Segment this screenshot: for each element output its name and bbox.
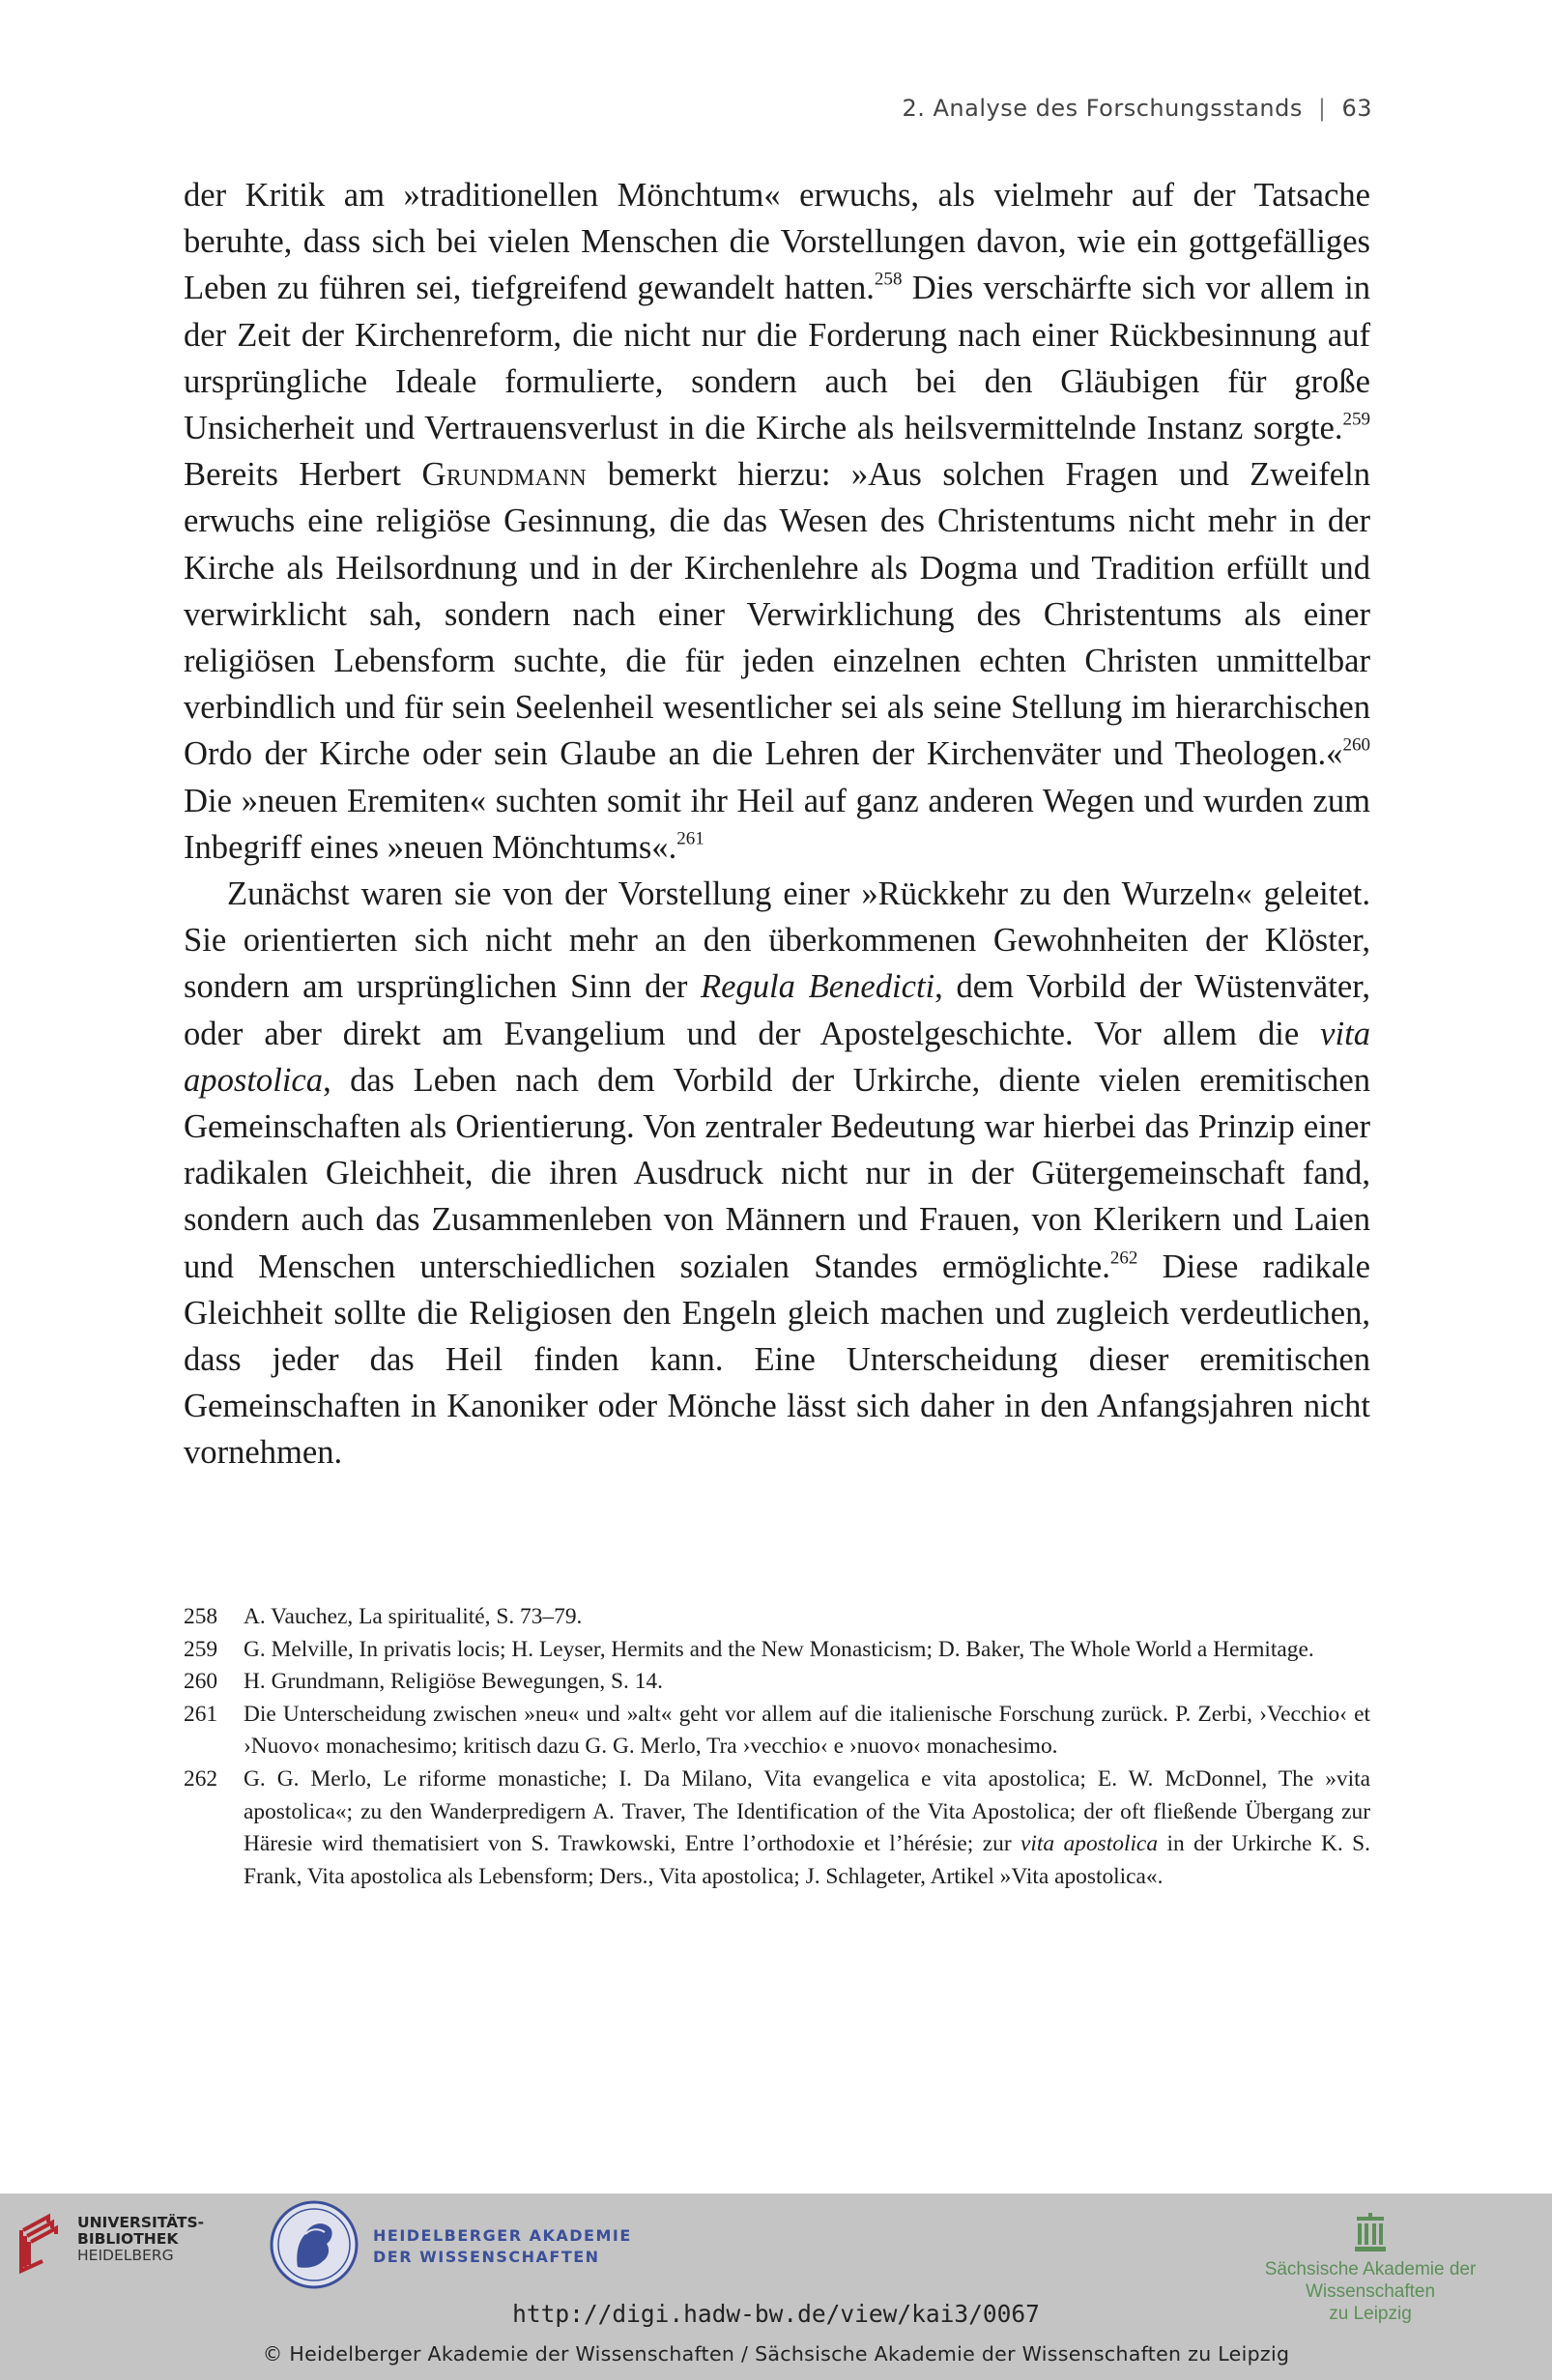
footnote-ref-261[interactable]: 261: [676, 828, 704, 849]
paragraph-2: [184, 871, 1370, 1477]
section-title: 2. Analyse des Forschungsstands: [902, 95, 1303, 122]
ub-line-1: UNIVERSITÄTS-: [77, 2214, 205, 2231]
text-run: Zunächst waren sie von der Vorstellung einer »Rückkehr zu den Wurzeln« geleitet. Sie orientierten sich nicht mehr an den überkommenen Gewohnheiten der Klöster, sondern am ursprünglichen Sinn der: [184, 875, 1370, 1006]
footnote-ref-260[interactable]: 260: [1342, 735, 1370, 757]
footnote-text: Die Unterscheidung zwischen »neu« und »alt« geht vor allem auf die italienische Forschung zurück. P. Zerbi, ›Vecchio‹ et ›Nuovo‹ monachesimo; kritisch dazu G. G. Merlo, Tra ›vecchio‹ e ›nuovo‹ monachesimo.: [244, 1701, 1370, 1760]
footnote-number: 262: [184, 1765, 218, 1792]
ub-heidelberg-emblem-icon: [15, 2211, 72, 2277]
footnote-number: 260: [184, 1669, 218, 1695]
ub-heidelberg-logo[interactable]: [15, 2211, 204, 2277]
footnote-260: [184, 1666, 1370, 1699]
text-run: der Kritik am »traditionellen Mönchtum« erwuchs, als vielmehr auf der Tatsache beruhte, dass sich bei vielen Menschen die Vorstellungen davon, wie ein gottgefälliges Leben zu führen sei, tiefgreifend gewandelt hatten.: [184, 177, 1370, 307]
saw-line-2: zu Leipzig: [1329, 2304, 1412, 2324]
ub-line-3: HEIDELBERG: [77, 2247, 174, 2264]
paragraph-1: [184, 172, 1370, 871]
athena-seal-icon: [269, 2199, 359, 2290]
copyright-notice: © Heidelberger Akademie der Wissenschaften / Sächsische Akademie der Wissenschaften zu Leipzig: [262, 2342, 1290, 2366]
text-run: , dem Vorbild der Wüstenväter, oder aber direkt am Evangelium und der Apostelgeschichte. Vor allem die: [184, 968, 1370, 1052]
footnote-text: A. Vauchez, La spiritualité, S. 73–79.: [244, 1604, 583, 1629]
footnotes: [184, 1601, 1370, 1893]
text-run: , das Leben nach dem Vorbild der Urkirche, diente vielen eremitischen Gemeinschaften als Orientierung. Von zentraler Bedeutung war hierbei das Prinzip einer radikalen Gleichheit, die ihren Ausdruck nicht nur in der Gütergemeinschaft fand, sondern auch das Zusammenleben von Männern und Frauen, von Klerikern und Laien und Menschen unterschiedlichen sozialen Standes ermöglichte.: [184, 1061, 1370, 1285]
footnote-ref-258[interactable]: 258: [874, 270, 903, 291]
header-separator: |: [1317, 95, 1327, 122]
text-run: Bereits Herbert: [184, 456, 422, 494]
footnote-ref-259[interactable]: 259: [1342, 409, 1370, 430]
page-number: 63: [1341, 95, 1372, 122]
text-run: G. G. Merlo, Le riforme monastiche; I. Da Milano, Vita evangelica e vita apostolica; E. W. McDonnel, The »vita apostolica«; zu den Wanderpredigern A. Traver, The Identification of the Vita Apostolica; der oft fließende Übergang zur Häresie wird thematisiert von S. Trawkowski, Entre l’orthodoxie et l’hérésie; zur: [244, 1765, 1370, 1857]
text-run: Diese radikale Gleichheit sollte die Religiosen den Engeln gleich machen und zugleich verdeutlichen, dass jeder das Heil finden kann. Eine Unterscheidung dieser eremitischen Gemeinschaften in Kanoniker oder Mönche lässt sich daher in den Anfangsjahren nicht vornehmen.: [184, 1247, 1370, 1472]
hadw-line-2: DER WISSENSCHAFTEN: [373, 2248, 600, 2266]
footnote-261: [184, 1699, 1370, 1763]
footnote-text: [244, 1763, 1370, 1893]
footnote-text: G. Melville, In privatis locis; H. Leyser, Hermits and the New Monasticism; D. Baker, The Whole World a Hermitage.: [244, 1636, 1314, 1662]
text-run: Die »neuen Eremiten« suchten somit ihr Heil auf ganz anderen Wegen und wurden zum Inbegriff eines »neuen Mönchtums«.: [184, 782, 1370, 866]
saw-line-1: Sächsische Akademie der Wissenschaften: [1264, 2259, 1477, 2302]
footnote-number: 261: [184, 1701, 218, 1727]
footnote-259: [184, 1634, 1370, 1667]
footnote-262: [184, 1763, 1370, 1893]
author-name: Grundmann: [421, 456, 588, 494]
text-run: in der Urkirche K. S. Frank, Vita apostolica als Lebensform; Ders., Vita apostolica; J. Schlageter, Artikel »Vita apostolica«.: [244, 1831, 1370, 1889]
italic-term: vita apostolica: [1020, 1831, 1159, 1857]
digitization-footer: [0, 2194, 1552, 2380]
italic-term: Regula Benedicti: [701, 968, 935, 1006]
footnote-258: [184, 1601, 1370, 1634]
main-text: [184, 172, 1370, 1477]
text-run: Dies verschärfte sich vor allem in der Zeit der Kirchenreform, die nicht nur die Forderung nach einer Rückbesinnung auf ursprüngliche Ideale formulierte, sondern auch bei den Gläubigen für große Unsicherheit und Vertrauensverlust in die Kirche als heilsvermittelnde Instanz sorgte.: [184, 270, 1370, 447]
footnote-ref-262[interactable]: 262: [1109, 1247, 1138, 1269]
hadw-logo[interactable]: [269, 2199, 632, 2290]
hadw-text: [373, 2225, 632, 2268]
footnote-number: 258: [184, 1604, 218, 1629]
italic-term: vita apostolica: [184, 1015, 1370, 1099]
hadw-line-1: HEIDELBERGER AKADEMIE: [373, 2226, 632, 2245]
running-head: [902, 95, 1372, 122]
permalink-url[interactable]: http://digi.hadw-bw.de/view/kai3/0067: [512, 2300, 1040, 2328]
saw-building-icon: [1354, 2213, 1387, 2253]
text-run: bemerkt hierzu: »Aus solchen Fragen und Zweifeln erwuchs eine religiöse Gesinnung, die das Wesen des Christentums nicht mehr in der Kirche als Heilsordnung und in der Kirchenlehre als Dogma und Tradition erfüllt und verwirklicht sah, sondern nach einer Verwirklichung des Christentums als einer religiösen Lebensform suchte, die für jeden einzelnen echten Christen unmittelbar verbindlich und für sein Seelenheil wesentlicher sei als seine Stellung im hierarchischen Ordo der Kirche oder sein Glaube an die Lehren der Kirchenväter und Theologen.«: [184, 456, 1370, 773]
ub-line-2: BIBLIOTHEK: [77, 2230, 179, 2248]
footnote-text: H. Grundmann, Religiöse Bewegungen, S. 14.: [244, 1669, 663, 1695]
footnote-number: 259: [184, 1636, 218, 1662]
ub-heidelberg-text: [77, 2215, 204, 2264]
